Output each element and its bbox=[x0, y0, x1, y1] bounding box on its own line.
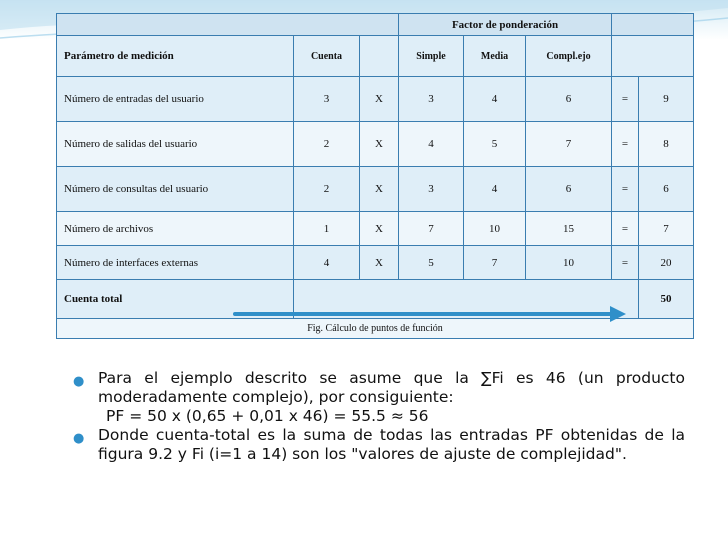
simple-cell: 5 bbox=[399, 246, 464, 280]
header-group-row bbox=[57, 14, 694, 36]
op-cell: X bbox=[360, 167, 399, 212]
complex-cell: 15 bbox=[526, 212, 612, 246]
result-cell: 8 bbox=[639, 122, 694, 167]
param-cell: Número de interfaces externas bbox=[57, 246, 294, 280]
complex-cell: 6 bbox=[526, 77, 612, 122]
formula-line: PF = 50 x (0,65 + 0,01 x 46) = 55.5 ≈ 56 bbox=[106, 407, 429, 425]
op-cell: X bbox=[360, 77, 399, 122]
op-cell: X bbox=[360, 246, 399, 280]
count-cell: 3 bbox=[294, 77, 360, 122]
complex-cell: 10 bbox=[526, 246, 612, 280]
header-empty-cell bbox=[612, 36, 694, 77]
media-column-header: Media bbox=[464, 36, 526, 77]
weighting-factor-header: Factor de ponderación bbox=[399, 14, 612, 36]
column-header-row bbox=[57, 36, 694, 77]
media-cell: 4 bbox=[464, 77, 526, 122]
complex-cell: 7 bbox=[526, 122, 612, 167]
param-cell: Número de entradas del usuario bbox=[57, 77, 294, 122]
param-cell: Número de salidas del usuario bbox=[57, 122, 294, 167]
simple-cell: 3 bbox=[399, 167, 464, 212]
table-caption: Fig. Cálculo de puntos de función bbox=[57, 319, 694, 339]
complex-column-header: Compl.ejo bbox=[526, 36, 612, 77]
table-row bbox=[57, 212, 694, 246]
explanation-text bbox=[73, 369, 685, 464]
bullet-item bbox=[73, 426, 685, 464]
bullet-text: Para el ejemplo descrito se asume que la ∑Fi es 46 (un producto moderadamente complejo), por consiguiente: bbox=[98, 369, 685, 406]
simple-cell: 4 bbox=[399, 122, 464, 167]
bullet-item bbox=[73, 369, 685, 407]
op-cell: X bbox=[360, 122, 399, 167]
media-cell: 5 bbox=[464, 122, 526, 167]
equals-cell: = bbox=[612, 122, 639, 167]
total-arrow-icon bbox=[233, 303, 628, 325]
equals-cell: = bbox=[612, 167, 639, 212]
op-cell: X bbox=[360, 212, 399, 246]
media-cell: 7 bbox=[464, 246, 526, 280]
bullet-text: Donde cuenta-total es la suma de todas las entradas PF obtenidas de la figura 9.2 y Fi (i=1 a 14) son los "valores de ajuste de complejidad". bbox=[98, 426, 685, 463]
media-cell: 4 bbox=[464, 167, 526, 212]
bullet-icon: ● bbox=[73, 431, 85, 446]
simple-cell: 7 bbox=[399, 212, 464, 246]
header-empty-cell bbox=[612, 14, 694, 36]
result-cell: 20 bbox=[639, 246, 694, 280]
table-row bbox=[57, 77, 694, 122]
count-cell: 2 bbox=[294, 122, 360, 167]
total-value-cell: 50 bbox=[639, 280, 694, 319]
function-points-table bbox=[56, 13, 694, 339]
result-cell: 6 bbox=[639, 167, 694, 212]
header-empty-cell bbox=[360, 36, 399, 77]
param-column-header: Parámetro de medición bbox=[57, 36, 294, 77]
total-label-cell: Cuenta total bbox=[57, 280, 294, 319]
table-row bbox=[57, 167, 694, 212]
param-cell: Número de consultas del usuario bbox=[57, 167, 294, 212]
equals-cell: = bbox=[612, 77, 639, 122]
count-column-header: Cuenta bbox=[294, 36, 360, 77]
table-row bbox=[57, 122, 694, 167]
table-row bbox=[57, 246, 694, 280]
result-cell: 9 bbox=[639, 77, 694, 122]
count-cell: 1 bbox=[294, 212, 360, 246]
result-cell: 7 bbox=[639, 212, 694, 246]
count-cell: 4 bbox=[294, 246, 360, 280]
complex-cell: 6 bbox=[526, 167, 612, 212]
simple-cell: 3 bbox=[399, 77, 464, 122]
equals-cell: = bbox=[612, 246, 639, 280]
count-cell: 2 bbox=[294, 167, 360, 212]
equals-cell: = bbox=[612, 212, 639, 246]
header-empty-cell bbox=[57, 14, 399, 36]
media-cell: 10 bbox=[464, 212, 526, 246]
bullet-icon: ● bbox=[73, 374, 85, 389]
simple-column-header: Simple bbox=[399, 36, 464, 77]
param-cell: Número de archivos bbox=[57, 212, 294, 246]
